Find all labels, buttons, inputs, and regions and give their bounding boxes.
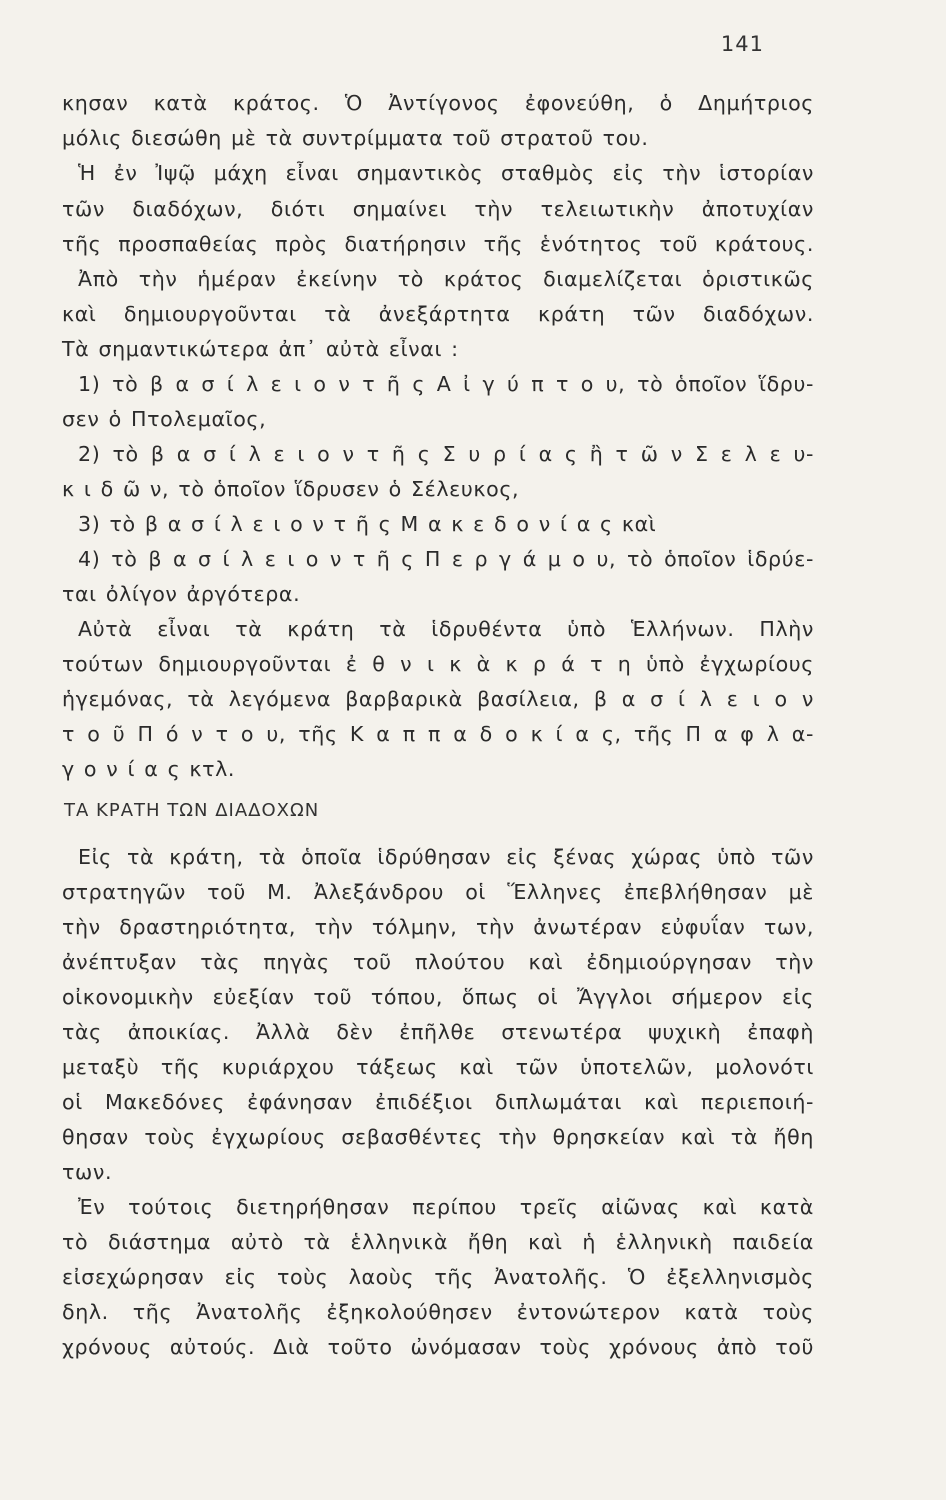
- text-line: τὸ διάστημα αὐτὸ τὰ ἑλληνικὰ ἤθη καὶ ἡ ἑλληνικὴ παιδεία: [62, 1230, 814, 1254]
- text-line: κ ι δ ῶ ν, τὸ ὁποῖον ἵδρυσεν ὁ Σέλευκος,: [62, 477, 520, 501]
- text-line: 1) τὸ β α σ ί λ ε ι ο ν τ ῆ ς Α ἰ γ ύ π τ ο υ, τὸ ὁποῖον ἵδρυ-: [78, 372, 814, 396]
- text-line: Ἐν τούτοις διετηρήθησαν περίπου τρεῖς αἰῶνας καὶ κατὰ: [78, 1195, 814, 1219]
- text-line: ἡγεμόνας, τὰ λεγόμενα βαρβαρικὰ βασίλεια, β α σ ί λ ε ι ο ν: [62, 687, 814, 711]
- text-line: δηλ. τῆς Ἀνατολῆς ἐξηκολούθησεν ἐντονώτερον κατὰ τοὺς: [62, 1300, 814, 1324]
- text-line: Αὐτὰ εἶναι τὰ κράτη τὰ ἱδρυθέντα ὑπὸ Ἑλλήνων. Πλὴν: [78, 617, 814, 641]
- text-line: κησαν κατὰ κράτος. Ὁ Ἀντίγονος ἐφονεύθη, ὁ Δημήτριος: [62, 91, 814, 115]
- page-number: 141: [720, 32, 764, 56]
- text-line: χρόνους αὐτούς. Διὰ τοῦτο ὠνόμασαν τοὺς χρόνους ἀπὸ τοῦ: [62, 1335, 814, 1359]
- text-line: ται ὀλίγον ἀργότερα.: [62, 582, 301, 606]
- text-line: Τὰ σημαντικώτερα ἀπ᾽ αὐτὰ εἶναι :: [62, 337, 459, 361]
- text-line: τὰς ἀποικίας. Ἀλλὰ δὲν ἐπῆλθε στενωτέρα ψυχικὴ ἐπαφὴ: [62, 1020, 814, 1044]
- text-line: 2) τὸ β α σ ί λ ε ι ο ν τ ῆ ς Σ υ ρ ί α ς ἢ τ ῶ ν Σ ε λ ε υ-: [78, 442, 814, 466]
- text-line: Εἰς τὰ κράτη, τὰ ὁποῖα ἱδρύθησαν εἰς ξένας χώρας ὑπὸ τῶν: [78, 845, 814, 869]
- text-line: Ἀπὸ τὴν ἡμέραν ἐκείνην τὸ κράτος διαμελίζεται ὁριστικῶς: [78, 267, 814, 291]
- text-line: 3) τὸ β α σ ί λ ε ι ο ν τ ῆ ς Μ α κ ε δ ο ν ί α ς καὶ: [78, 512, 657, 536]
- text-line: των.: [62, 1160, 113, 1184]
- text-line: τὴν δραστηριότητα, τὴν τόλμην, τὴν ἀνωτέραν εὐφυΐαν των,: [62, 915, 814, 939]
- text-line: σεν ὁ Πτολεμαῖος,: [62, 407, 267, 431]
- text-line: μεταξὺ τῆς κυριάρχου τάξεως καὶ τῶν ὑποτελῶν, μολονότι: [62, 1055, 814, 1079]
- text-line: ἀνέπτυξαν τὰς πηγὰς τοῦ πλούτου καὶ ἐδημιούργησαν τὴν: [62, 950, 814, 974]
- text-line: καὶ δημιουργοῦνται τὰ ἀνεξάρτητα κράτη τῶν διαδόχων.: [62, 302, 814, 326]
- text-line: θησαν τοὺς ἐγχωρίους σεβασθέντες τὴν θρησκείαν καὶ τὰ ἤθη: [62, 1125, 814, 1149]
- text-line: οἰκονομικὴν εὐεξίαν τοῦ τόπου, ὅπως οἱ Ἄγγλοι σήμερον εἰς: [62, 985, 814, 1009]
- text-line: τῶν διαδόχων, διότι σημαίνει τὴν τελειωτικὴν ἀποτυχίαν: [62, 197, 814, 221]
- text-line: γ ο ν ί α ς κτλ.: [62, 757, 236, 781]
- text-line: τ ο ῦ Π ό ν τ ο υ, τῆς Κ α π π α δ ο κ ί α ς, τῆς Π α φ λ α-: [62, 722, 814, 746]
- text-line: οἱ Μακεδόνες ἐφάνησαν ἐπιδέξιοι διπλωμάται καὶ περιεποιή-: [62, 1090, 814, 1114]
- text-line: μόλις διεσώθη μὲ τὰ συντρίμματα τοῦ στρατοῦ του.: [62, 126, 649, 150]
- text-line: τούτων δημιουργοῦνται ἐ θ ν ι κ ὰ κ ρ ά τ η ὑπὸ ἐγχωρίους: [62, 652, 814, 676]
- text-line: 4) τὸ β α σ ί λ ε ι ο ν τ ῆ ς Π ε ρ γ ά μ ο υ, τὸ ὁποῖον ἱδρύε-: [78, 547, 814, 571]
- text-line: στρατηγῶν τοῦ Μ. Ἀλεξάνδρου οἱ Ἕλληνες ἐπεβλήθησαν μὲ: [62, 880, 814, 904]
- text-line: Ἡ ἐν Ἰψῷ μάχη εἶναι σημαντικὸς σταθμὸς εἰς τὴν ἱστορίαν: [78, 161, 814, 185]
- text-line: εἰσεχώρησαν εἰς τοὺς λαοὺς τῆς Ἀνατολῆς. Ὁ ἐξελληνισμὸς: [62, 1265, 814, 1289]
- text-line: τῆς προσπαθείας πρὸς διατήρησιν τῆς ἑνότητος τοῦ κράτους.: [62, 232, 814, 256]
- section-heading: ΤΑ ΚΡΑΤΗ ΤΩΝ ΔΙΑΔΟΧΩΝ: [64, 800, 320, 821]
